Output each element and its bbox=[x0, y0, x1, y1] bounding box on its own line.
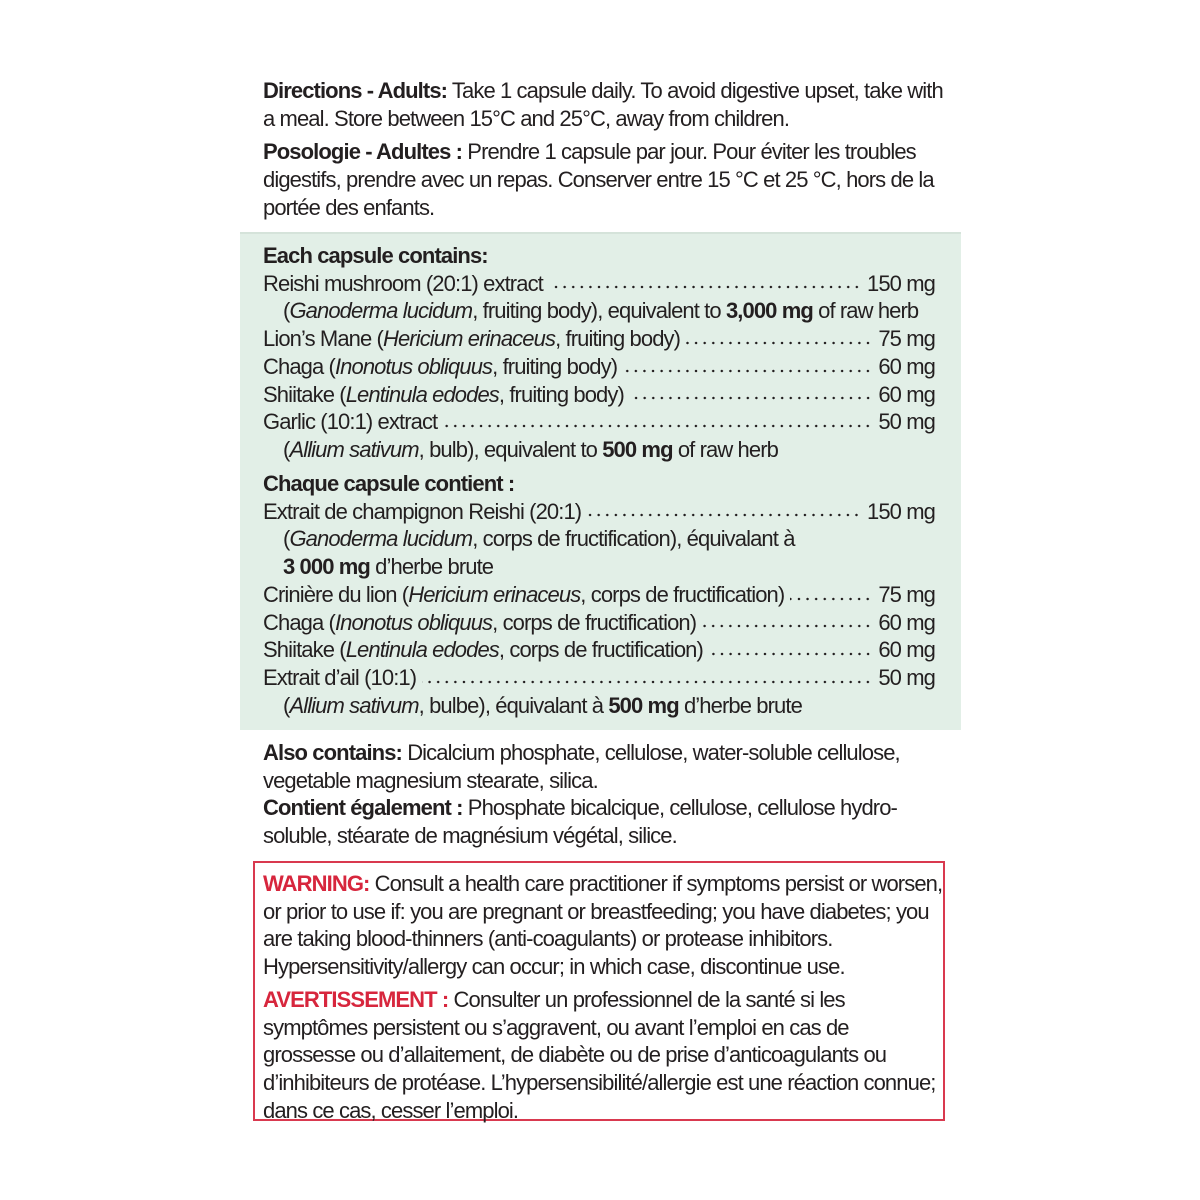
ingredient-dose: 60 mg bbox=[878, 637, 935, 663]
directions-en-label: Directions - Adults: bbox=[263, 78, 448, 103]
ingredient-detail: (Allium sativum, bulb), equivalent to 500 mg of raw herb bbox=[283, 436, 778, 462]
also-contains-fr: Contient également : Phosphate bicalcique, cellulose, cellulose hydro-soluble, stéarate de magnésium végétal, silice. bbox=[263, 795, 897, 849]
ingredient-name: Reishi mushroom (20:1) extract bbox=[263, 270, 543, 296]
ingredient-dose: 75 mg bbox=[878, 581, 935, 607]
ingredient-row bbox=[263, 270, 935, 298]
ingredient-row bbox=[263, 498, 935, 526]
ingredient-dose: 60 mg bbox=[878, 353, 935, 379]
also-contains-en: Also contains: Dicalcium phosphate, cellulose, water-soluble cellulose, vegetable magnesium stearate, silica. bbox=[263, 740, 900, 793]
ingredient-dose: 60 mg bbox=[878, 609, 935, 635]
ingredient-name: Chaga (Inonotus obliquus, corps de fructification) bbox=[263, 609, 697, 635]
ingredient-name: Shiitake (Lentinula edodes, fruiting body) bbox=[263, 381, 624, 407]
ingredient-detail: (Ganoderma lucidum, corps de fructification), équivalant à 3 000 mg d’herbe brute bbox=[283, 526, 795, 580]
ingredient-dose: 50 mg bbox=[878, 409, 935, 435]
directions-en-text: Take 1 capsule daily. To avoid digestive upset, take with a meal. Store between 15°C and 25°C, away from children. bbox=[263, 78, 943, 131]
ingredient-name: Lion’s Mane (Hericium erinaceus, fruiting body) bbox=[263, 326, 681, 352]
directions-en bbox=[263, 77, 943, 132]
ingredient-dose: 50 mg bbox=[878, 664, 935, 690]
ingredients-en-heading: Each capsule contains: bbox=[263, 243, 488, 268]
ingredient-row bbox=[263, 325, 935, 353]
ingredient-name: Crinière du lion (Hericium erinaceus, corps de fructification) bbox=[263, 581, 785, 607]
ingredient-row bbox=[263, 381, 935, 409]
directions-fr-text: Prendre 1 capsule par jour. Pour éviter les troubles digestifs, prendre avec un repas. Conserver entre 15 °C et 25 °C, hors de la portée des enfants. bbox=[263, 139, 934, 220]
directions-fr bbox=[263, 138, 943, 221]
warning-label: WARNING: bbox=[263, 871, 370, 896]
ingredient-name: Garlic (10:1) extract bbox=[263, 409, 438, 435]
ingredient-dose: 75 mg bbox=[878, 326, 935, 352]
warning-fr: AVERTISSEMENT : Consulter un professionnel de la santé si les symptômes persistent ou s’aggravent, ou avant l’emploi en cas de grossesse ou d’allaitement, de diabète ou de prise d’anticoagulants ou d’inhibiteurs de protéase. L’hypersensibilité/allergie est une réaction connue; dans ce cas, cesser l’emploi. bbox=[263, 986, 936, 1123]
also-contains-section bbox=[263, 739, 943, 850]
ingredient-row bbox=[263, 353, 935, 381]
ingredient-detail: (Allium sativum, bulbe), équivalant à 500 mg d’herbe brute bbox=[283, 692, 802, 718]
ingredient-name: Shiitake (Lentinula edodes, corps de fructification) bbox=[263, 637, 703, 663]
directions-fr-label: Posologie - Adultes : bbox=[263, 139, 463, 165]
ingredient-row bbox=[263, 581, 935, 609]
ingredient-dose: 60 mg bbox=[878, 381, 935, 407]
warning-en: WARNING: Consult a health care practitioner if symptoms persist or worsen, or prior to use if: you are pregnant or breastfeeding; you have diabetes; you are taking blood-thinners (anti-coagulants) or protease inhibitors. Hypersensitivity/allergy can occur; in which case, discontinue use. bbox=[263, 871, 943, 980]
ingredient-name: Extrait de champignon Reishi (20:1) bbox=[263, 498, 582, 524]
directions-section bbox=[263, 77, 943, 222]
ingredient-name: Chaga (Inonotus obliquus, fruiting body) bbox=[263, 353, 618, 379]
ingredients-fr bbox=[263, 470, 943, 719]
ingredient-row bbox=[263, 609, 935, 637]
ingredient-row bbox=[263, 664, 935, 692]
ingredient-dose: 150 mg bbox=[867, 270, 935, 296]
warning-section bbox=[263, 870, 943, 1124]
ingredient-name: Extrait d’ail (10:1) bbox=[263, 664, 417, 690]
ingredient-row bbox=[263, 636, 935, 664]
warning-fr-label: AVERTISSEMENT : bbox=[263, 986, 449, 1012]
ingredients-en bbox=[263, 242, 943, 464]
ingredient-row bbox=[263, 408, 935, 436]
ingredient-dose: 150 mg bbox=[867, 498, 935, 524]
ingredients-fr-heading: Chaque capsule contient : bbox=[263, 471, 515, 496]
ingredient-detail: (Ganoderma lucidum, fruiting body), equivalent to 3,000 mg of raw herb bbox=[283, 298, 919, 324]
